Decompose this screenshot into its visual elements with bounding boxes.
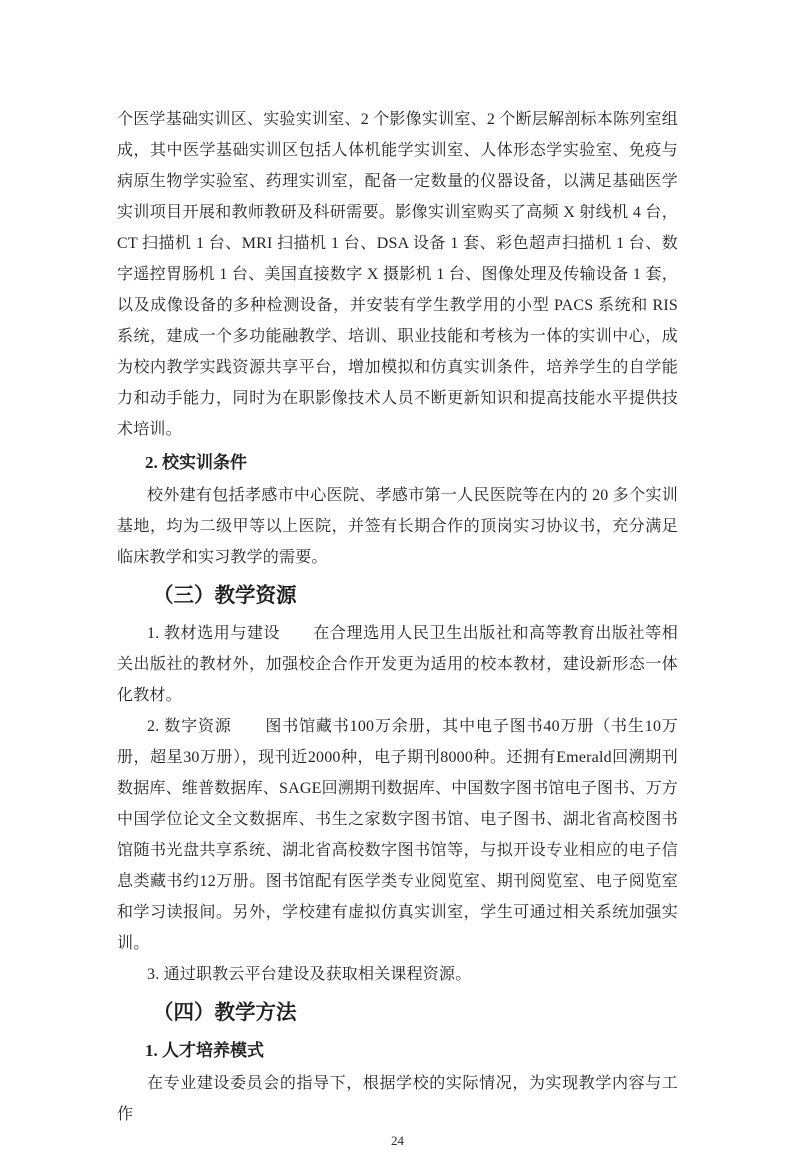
page-number: 24: [391, 1133, 404, 1148]
paragraph-vocational-cloud-platform: 3. 通过职教云平台建设及获取相关课程资源。: [147, 966, 472, 983]
paragraph-digital-resources: 2. 数字资源 图书馆藏书100万余册，其中电子图书40万册（书生10万册，超星30万册），现刊近2000种，电子期刊8000种。还拥有Emerald回溯期刊数据库、维普数据库、SAGE回溯期刊数据库、中国数字图书馆电子图书、万方中国学位论文全文数据库、书生之家数字图书馆、电子图书、湖北省高校图书馆随书光盘共享系统、湖北省高校数字图书馆等，与拟开设专业相应的电子信息类藏书约12万册。图书馆配有医学类专业阅览室、期刊阅览室、电子阅览室和学习读报间。另外，学校建有虚拟仿真实训室，学生可通过相关系统加强实训。: [117, 718, 678, 952]
paragraph-talent-training-intro: 在专业建设委员会的指导下，根据学校的实际情况，为实现教学内容与工作: [117, 1075, 678, 1123]
heading-talent-training-model: 1. 人才培养模式: [145, 1041, 264, 1060]
paragraph-textbook-selection: 1. 教材选用与建设 在合理选用人民卫生出版社和高等教育出版社等相关出版社的教材外，加强校企合作开发更为适用的校本教材，建设新形态一体化教材。: [117, 625, 678, 704]
paragraph-off-campus-training-bases: 校外建有包括孝感市中心医院、孝感市第一人民医院等在内的 20 多个实训基地，均为二级甲等以上医院，并签有长期合作的顶岗实习协议书，充分满足临床教学和实习教学的需要。: [117, 487, 678, 566]
paragraph-facility-continuation: 个医学基础实训区、实验实训室、2 个影像实训室、2 个断层解剖标本陈列室组成，其中医学基础实训区包括人体机能学实训室、人体形态学实验室、免疫与病原生物学实验室、药理实训室，配备一定数量的仪器设备，以满足基础医学实训项目开展和教师教研及科研需要。影像实训室购买了高频 X 射线机 4 台，CT 扫描机 1 台、MRI 扫描机 1 台、DSA 设备 1 套、彩色超声扫描机 1 台、数字遥控胃肠机 1 台、美国直接数字 X 摄影机 1 台、图像处理及传输设备 1 套，以及成像设备的多种检测设备，并安装有学生教学用的小型 PACS 系统和 RIS 系统，建成一个多功能融教学、培训、职业技能和考核为一体的实训中心，成为校内教学实践资源共享平台，增加模拟和仿真实训条件，培养学生的自学能力和动手能力，同时为在职影像技术人员不断更新知识和提高技能水平提供技术培训。: [117, 111, 678, 438]
heading-teaching-resources: （三）教学资源: [153, 585, 297, 607]
heading-school-training-conditions: 2. 校实训条件: [145, 453, 247, 472]
heading-teaching-methods: （四）教学方法: [153, 1002, 297, 1024]
